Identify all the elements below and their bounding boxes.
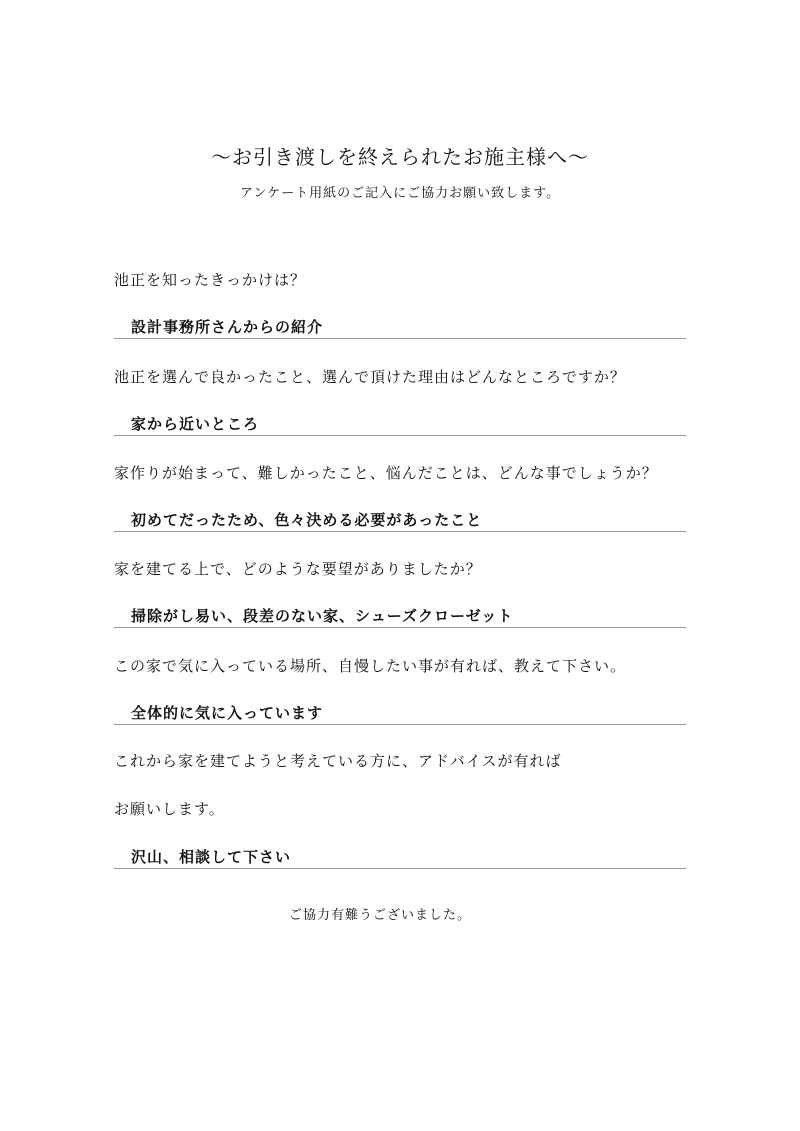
page-subtitle: アンケート用紙のご記入にご協力お願い致します。: [239, 186, 561, 201]
question-6-line-2: お願いします。: [114, 800, 225, 818]
answer-underline: [114, 868, 686, 869]
answer-underline: [114, 338, 686, 339]
answer-1: 設計事務所さんからの紹介: [131, 318, 324, 336]
answer-underline: [114, 724, 686, 725]
closing-message: ご協力有難うございました。: [288, 908, 471, 923]
question-4: 家を建てる上で、どのような要望がありましたか？: [114, 560, 482, 578]
answer-3: 初めてだったため、色々決める必要があったこと: [131, 511, 483, 529]
question-1: 池正を知ったきっかけは？: [114, 271, 307, 289]
answer-5: 全体的に気に入っています: [131, 704, 324, 722]
answer-6: 沢山、相談して下さい: [131, 848, 292, 866]
answer-4: 掃除がし易い、段差のない家、シューズクローゼット: [131, 607, 514, 625]
page-title: ～お引き渡しを終えられたお施主様へ～: [211, 145, 589, 169]
question-2: 池正を選んで良かったこと、選んで頂けた理由はどんなところですか？: [114, 368, 626, 386]
question-3: 家作りが始まって、難しかったこと、悩んだことは、どんな事でしょうか？: [114, 464, 658, 482]
question-5: この家で気に入っている場所、自慢したい事が有れば、教えて下さい。: [114, 657, 627, 675]
answer-2: 家から近いところ: [131, 415, 260, 433]
answer-underline: [114, 627, 686, 628]
question-6: これから家を建てようと考えている方に、アドバイスが有れば: [114, 752, 562, 770]
answer-underline: [114, 531, 686, 532]
answer-underline: [114, 435, 686, 436]
